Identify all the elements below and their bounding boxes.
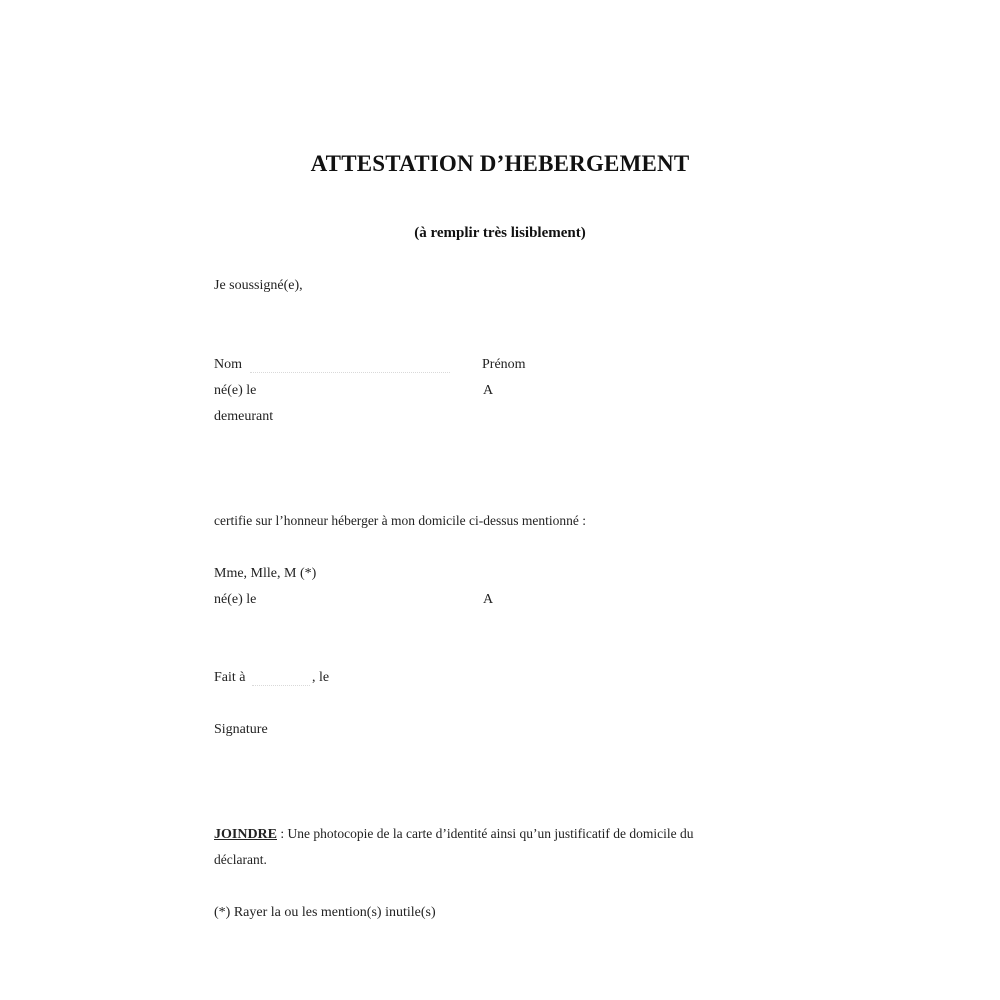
certify-text: certifie sur l’honneur héberger à mon domicile ci-dessus mentionné : bbox=[214, 513, 587, 528]
joindre-line-1 bbox=[214, 827, 694, 842]
civility-label: Mme, Mlle, M (*) bbox=[214, 566, 317, 581]
nom-field-line bbox=[250, 372, 450, 373]
document-title: ATTESTATION D’HEBERGEMENT bbox=[310, 151, 690, 176]
fait-a-label: Fait à bbox=[214, 670, 246, 685]
fait-a-field-line bbox=[252, 685, 310, 686]
footnote: (*) Rayer la ou les mention(s) inutile(s) bbox=[214, 905, 436, 920]
document-subtitle: (à remplir très lisiblement) bbox=[414, 225, 586, 241]
hosted-birthplace-label: A bbox=[483, 592, 494, 607]
joindre-text-1: : Une photocopie de la carte d’identité ainsi qu’un justificatif de domicile du bbox=[277, 826, 694, 841]
date-label: , le bbox=[312, 670, 330, 685]
nom-label: Nom bbox=[214, 357, 242, 372]
demeurant-label: demeurant bbox=[214, 409, 274, 424]
declarant-birthplace-label: A bbox=[483, 383, 494, 398]
hosted-birthdate-label: né(e) le bbox=[214, 592, 257, 607]
prenom-label: Prénom bbox=[482, 357, 526, 372]
joindre-text-2: déclarant. bbox=[214, 852, 267, 867]
declarant-birthdate-label: né(e) le bbox=[214, 383, 257, 398]
signature-label: Signature bbox=[214, 722, 268, 737]
intro-text: Je soussigné(e), bbox=[214, 278, 303, 293]
joindre-label: JOINDRE bbox=[214, 827, 278, 842]
